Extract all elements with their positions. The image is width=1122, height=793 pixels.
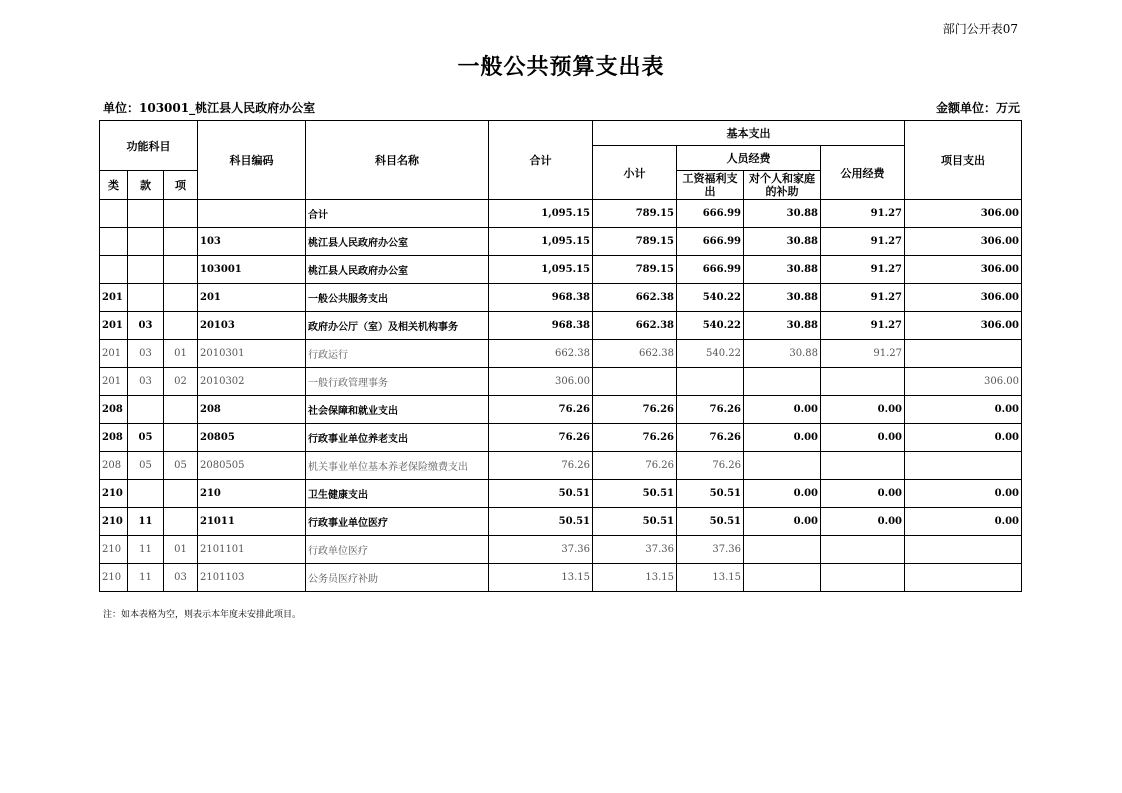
cell-code: 103001 (198, 256, 306, 284)
cell-name: 行政事业单位医疗 (306, 508, 489, 536)
cell-kuan: 03 (128, 340, 164, 368)
cell-name: 社会保障和就业支出 (306, 396, 489, 424)
cell-subsidy (744, 368, 821, 396)
cell-project: 0.00 (905, 480, 1022, 508)
cell-xiang (164, 228, 198, 256)
cell-lei (100, 256, 128, 284)
cell-subtotal: 662.38 (593, 340, 677, 368)
cell-name: 公务员医疗补助 (306, 564, 489, 592)
cell-subtotal: 789.15 (593, 228, 677, 256)
cell-total: 662.38 (489, 340, 593, 368)
table-row (100, 508, 1022, 536)
cell-code: 2101103 (198, 564, 306, 592)
cell-code: 2101101 (198, 536, 306, 564)
cell-public (821, 536, 905, 564)
cell-code: 103 (198, 228, 306, 256)
cell-public: 91.27 (821, 284, 905, 312)
cell-project: 0.00 (905, 508, 1022, 536)
cell-public (821, 452, 905, 480)
cell-subtotal: 662.38 (593, 284, 677, 312)
table-row (100, 256, 1022, 284)
cell-project: 0.00 (905, 396, 1022, 424)
cell-subsidy: 30.88 (744, 200, 821, 228)
cell-subtotal: 76.26 (593, 452, 677, 480)
cell-code: 21011 (198, 508, 306, 536)
cell-kuan (128, 284, 164, 312)
cell-project: 306.00 (905, 200, 1022, 228)
cell-name: 行政运行 (306, 340, 489, 368)
header-subsidy: 对个人和家庭的补助 (744, 171, 821, 200)
cell-project: 306.00 (905, 284, 1022, 312)
cell-xiang: 05 (164, 452, 198, 480)
cell-lei: 201 (100, 284, 128, 312)
header-total: 合计 (489, 121, 593, 200)
cell-lei: 208 (100, 396, 128, 424)
cell-project: 306.00 (905, 228, 1022, 256)
cell-lei (100, 228, 128, 256)
cell-wages: 50.51 (677, 480, 744, 508)
cell-kuan (128, 396, 164, 424)
cell-name: 机关事业单位基本养老保险缴费支出 (306, 452, 489, 480)
cell-project: 306.00 (905, 368, 1022, 396)
cell-wages: 37.36 (677, 536, 744, 564)
cell-total: 306.00 (489, 368, 593, 396)
amount-unit-label: 金额单位：万元 (935, 101, 1020, 115)
cell-project (905, 536, 1022, 564)
header-public: 公用经费 (821, 146, 905, 200)
cell-name: 政府办公厅（室）及相关机构事务 (306, 312, 489, 340)
header-project: 项目支出 (905, 121, 1022, 200)
cell-wages: 13.15 (677, 564, 744, 592)
cell-subsidy (744, 536, 821, 564)
header-subtotal: 小计 (593, 146, 677, 200)
cell-lei: 201 (100, 340, 128, 368)
cell-subsidy (744, 452, 821, 480)
cell-wages: 540.22 (677, 340, 744, 368)
cell-name: 桃江县人民政府办公室 (306, 256, 489, 284)
cell-total: 1,095.15 (489, 256, 593, 284)
header-basic: 基本支出 (593, 121, 905, 146)
cell-total: 76.26 (489, 452, 593, 480)
cell-subtotal: 76.26 (593, 396, 677, 424)
cell-lei: 210 (100, 480, 128, 508)
cell-project: 306.00 (905, 312, 1022, 340)
cell-wages: 50.51 (677, 508, 744, 536)
cell-xiang (164, 508, 198, 536)
cell-project (905, 564, 1022, 592)
cell-kuan: 11 (128, 536, 164, 564)
cell-subtotal: 50.51 (593, 508, 677, 536)
cell-wages: 666.99 (677, 256, 744, 284)
unit-label: 单位：103001_桃江县人民政府办公室 (103, 101, 316, 115)
cell-name: 合计 (306, 200, 489, 228)
table-row (100, 368, 1022, 396)
cell-code: 208 (198, 396, 306, 424)
cell-name: 一般公共服务支出 (306, 284, 489, 312)
cell-subsidy: 0.00 (744, 396, 821, 424)
cell-code: 201 (198, 284, 306, 312)
cell-wages: 666.99 (677, 228, 744, 256)
cell-code: 20103 (198, 312, 306, 340)
page-title: 一般公共预算支出表 (457, 54, 665, 80)
cell-lei: 210 (100, 536, 128, 564)
cell-xiang (164, 424, 198, 452)
cell-project (905, 452, 1022, 480)
cell-project: 306.00 (905, 256, 1022, 284)
cell-public: 91.27 (821, 228, 905, 256)
cell-public: 0.00 (821, 480, 905, 508)
cell-kuan: 03 (128, 312, 164, 340)
cell-total: 50.51 (489, 480, 593, 508)
header-func-subject: 功能科目 (100, 121, 198, 171)
cell-xiang (164, 284, 198, 312)
cell-subtotal: 13.15 (593, 564, 677, 592)
cell-subsidy: 30.88 (744, 228, 821, 256)
cell-subtotal: 50.51 (593, 480, 677, 508)
table-row (100, 228, 1022, 256)
table-row (100, 312, 1022, 340)
cell-subsidy: 30.88 (744, 340, 821, 368)
cell-wages: 540.22 (677, 284, 744, 312)
cell-subtotal: 789.15 (593, 256, 677, 284)
cell-wages: 76.26 (677, 452, 744, 480)
cell-name: 一般行政管理事务 (306, 368, 489, 396)
cell-lei: 208 (100, 424, 128, 452)
cell-public: 91.27 (821, 312, 905, 340)
footnote: 注：如本表格为空，则表示本年度未安排此项目。 (103, 610, 302, 620)
cell-kuan: 05 (128, 424, 164, 452)
cell-code: 2080505 (198, 452, 306, 480)
cell-total: 1,095.15 (489, 228, 593, 256)
cell-public: 91.27 (821, 256, 905, 284)
header-kuan: 款 (128, 171, 164, 200)
cell-kuan (128, 200, 164, 228)
cell-kuan (128, 256, 164, 284)
header-xiang: 项 (164, 171, 198, 200)
cell-code (198, 200, 306, 228)
cell-public: 91.27 (821, 200, 905, 228)
cell-public: 91.27 (821, 340, 905, 368)
cell-subsidy: 0.00 (744, 480, 821, 508)
cell-subtotal: 789.15 (593, 200, 677, 228)
cell-name: 卫生健康支出 (306, 480, 489, 508)
table-row (100, 396, 1022, 424)
table-row (100, 564, 1022, 592)
cell-total: 76.26 (489, 424, 593, 452)
cell-public (821, 564, 905, 592)
cell-subtotal: 662.38 (593, 312, 677, 340)
table-row (100, 424, 1022, 452)
header-wages: 工资福利支出 (677, 171, 744, 200)
cell-xiang: 01 (164, 340, 198, 368)
cell-total: 968.38 (489, 312, 593, 340)
cell-name: 行政单位医疗 (306, 536, 489, 564)
cell-xiang (164, 396, 198, 424)
cell-xiang: 01 (164, 536, 198, 564)
cell-public: 0.00 (821, 424, 905, 452)
cell-kuan (128, 228, 164, 256)
cell-lei (100, 200, 128, 228)
header-personnel: 人员经费 (677, 146, 821, 171)
cell-xiang: 03 (164, 564, 198, 592)
cell-lei: 208 (100, 452, 128, 480)
cell-subsidy: 0.00 (744, 508, 821, 536)
cell-kuan: 03 (128, 368, 164, 396)
cell-wages: 76.26 (677, 396, 744, 424)
cell-name: 行政事业单位养老支出 (306, 424, 489, 452)
table-row (100, 284, 1022, 312)
cell-xiang (164, 200, 198, 228)
cell-xiang (164, 480, 198, 508)
cell-xiang (164, 312, 198, 340)
cell-wages: 666.99 (677, 200, 744, 228)
cell-subsidy: 0.00 (744, 424, 821, 452)
cell-code: 210 (198, 480, 306, 508)
cell-total: 1,095.15 (489, 200, 593, 228)
cell-subsidy (744, 564, 821, 592)
cell-lei: 210 (100, 508, 128, 536)
cell-wages (677, 368, 744, 396)
form-number: 部门公开表07 (942, 22, 1018, 36)
cell-subsidy: 30.88 (744, 312, 821, 340)
table-row (100, 452, 1022, 480)
cell-xiang (164, 256, 198, 284)
cell-kuan (128, 480, 164, 508)
cell-lei: 201 (100, 312, 128, 340)
cell-name: 桃江县人民政府办公室 (306, 228, 489, 256)
table-row (100, 536, 1022, 564)
cell-xiang: 02 (164, 368, 198, 396)
cell-subtotal (593, 368, 677, 396)
cell-total: 13.15 (489, 564, 593, 592)
cell-public (821, 368, 905, 396)
cell-public: 0.00 (821, 508, 905, 536)
cell-subsidy: 30.88 (744, 256, 821, 284)
cell-total: 37.36 (489, 536, 593, 564)
cell-kuan: 11 (128, 508, 164, 536)
cell-project: 0.00 (905, 424, 1022, 452)
header-code: 科目编码 (198, 121, 306, 200)
table-row (100, 480, 1022, 508)
cell-subsidy: 30.88 (744, 284, 821, 312)
table-row (100, 200, 1022, 228)
cell-total: 76.26 (489, 396, 593, 424)
cell-lei: 210 (100, 564, 128, 592)
cell-total: 50.51 (489, 508, 593, 536)
budget-table (99, 120, 1022, 592)
cell-code: 20805 (198, 424, 306, 452)
cell-code: 2010302 (198, 368, 306, 396)
cell-code: 2010301 (198, 340, 306, 368)
header-name: 科目名称 (306, 121, 489, 200)
cell-total: 968.38 (489, 284, 593, 312)
cell-wages: 540.22 (677, 312, 744, 340)
cell-subtotal: 37.36 (593, 536, 677, 564)
cell-wages: 76.26 (677, 424, 744, 452)
cell-lei: 201 (100, 368, 128, 396)
cell-public: 0.00 (821, 396, 905, 424)
header-lei: 类 (100, 171, 128, 200)
table-row (100, 340, 1022, 368)
cell-kuan: 05 (128, 452, 164, 480)
cell-kuan: 11 (128, 564, 164, 592)
cell-subtotal: 76.26 (593, 424, 677, 452)
cell-project (905, 340, 1022, 368)
